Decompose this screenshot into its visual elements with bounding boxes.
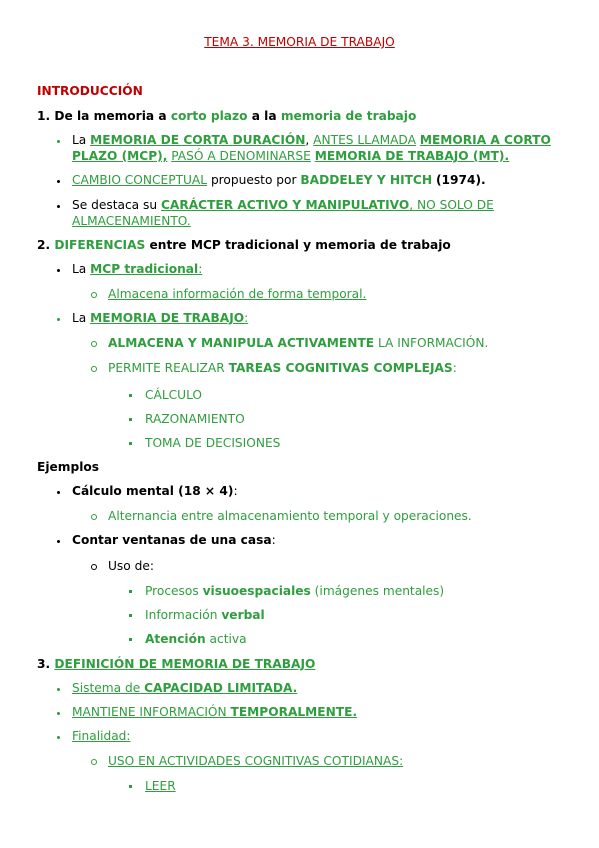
section-number: 3. — [37, 657, 51, 671]
text: MANTIENE INFORMACIÓN — [72, 705, 227, 719]
highlight: CAPACIDAD LIMITADA. — [144, 681, 298, 695]
section-1-heading — [37, 109, 416, 124]
highlight: ALMACENAMIENTO. — [72, 214, 191, 228]
heading-text: entre MCP tradicional y memoria de trabajo — [149, 238, 451, 252]
bullet-icon — [57, 688, 60, 691]
text: Procesos — [145, 584, 199, 598]
heading-highlight: DIFERENCIAS — [54, 238, 146, 252]
task-item: TOMA DE DECISIONES — [145, 436, 281, 450]
section-number: 2. — [37, 238, 51, 252]
text: Sistema de — [72, 681, 141, 695]
square-bullet-icon — [129, 418, 132, 421]
square-bullet-icon — [129, 785, 132, 788]
square-bullet-icon — [129, 590, 132, 593]
task-item: CÁLCULO — [145, 388, 203, 402]
highlight: BADDELEY Y HITCH — [300, 173, 433, 187]
highlight: : — [198, 262, 203, 276]
list-item-continuation — [72, 214, 191, 229]
highlight: MEMORIA A CORTO — [419, 133, 551, 147]
text: : — [233, 484, 238, 498]
highlight: LA INFORMACIÓN. — [377, 336, 489, 350]
list-item — [72, 681, 297, 696]
list-item — [72, 533, 276, 548]
highlight: , NO SOLO DE — [409, 198, 494, 212]
heading-highlight: memoria de trabajo — [280, 109, 417, 123]
highlight: CAMBIO CONCEPTUAL — [72, 173, 208, 187]
list-item — [72, 311, 248, 326]
text: Contar ventanas de una casa — [72, 533, 272, 547]
square-bullet-icon — [129, 442, 132, 445]
circle-bullet-icon — [91, 366, 97, 372]
text: (imágenes mentales) — [314, 584, 445, 598]
sub-sub-list-item — [145, 584, 444, 599]
circle-bullet-icon — [91, 514, 97, 520]
highlight: MEMORIA DE CORTA DURACIÓN — [90, 133, 306, 147]
bullet-icon — [57, 318, 60, 321]
list-item — [72, 133, 551, 148]
text: Cálculo mental (18 × 4) — [72, 484, 234, 498]
task-item: RAZONAMIENTO — [145, 412, 245, 426]
heading-text: a la — [251, 109, 277, 123]
sub-sub-list-item — [145, 632, 247, 647]
highlight: TEMPORALMENTE. — [230, 705, 358, 719]
text: : — [271, 533, 276, 547]
heading-text: De la memoria a — [54, 109, 167, 123]
section-3-heading — [37, 657, 315, 672]
highlight: : — [244, 311, 249, 325]
text: (1974). — [435, 173, 486, 187]
document-title: TEMA 3. MEMORIA DE TRABAJO — [204, 35, 395, 49]
highlight: : — [452, 361, 457, 375]
text: activa — [209, 632, 247, 646]
highlight: PASÓ A DENOMINARSE — [171, 149, 311, 163]
sub-list-item: USO EN ACTIVIDADES COGNITIVAS COTIDIANAS: — [108, 754, 404, 768]
bullet-icon — [57, 205, 60, 208]
bullet-icon — [57, 491, 60, 494]
highlight: PERMITE REALIZAR — [108, 361, 225, 375]
circle-bullet-icon — [91, 341, 97, 347]
list-item — [72, 705, 357, 720]
list-item — [72, 262, 202, 277]
list-item — [72, 729, 131, 744]
text: Información — [145, 608, 218, 622]
square-bullet-icon — [129, 638, 132, 641]
highlight: MEMORIA DE TRABAJO — [90, 311, 245, 325]
list-item — [72, 173, 486, 188]
sub-list-item: Almacena información de forma temporal. — [108, 287, 367, 301]
text: Se destaca su — [72, 198, 158, 212]
list-item — [72, 198, 494, 213]
highlight: TAREAS COGNITIVAS COMPLEJAS — [228, 361, 453, 375]
bullet-icon — [57, 540, 60, 543]
sub-list-item: Alternancia entre almacenamiento temporal y operaciones. — [108, 509, 472, 523]
bullet-icon — [57, 269, 60, 272]
section-2-heading — [37, 238, 451, 253]
highlight: ALMACENA Y MANIPULA ACTIVAMENTE — [108, 336, 375, 350]
square-bullet-icon — [129, 394, 132, 397]
bullet-icon — [57, 712, 60, 715]
list-item — [72, 484, 238, 499]
heading-highlight: corto plazo — [170, 109, 248, 123]
bullet-icon — [57, 140, 60, 143]
text: Finalidad: — [72, 729, 131, 743]
ejemplos-heading: Ejemplos — [37, 460, 99, 474]
section-heading-introduccion: INTRODUCCIÓN — [37, 84, 143, 98]
highlight: PLAZO (MCP), — [72, 149, 168, 163]
sub-sub-list-item — [145, 608, 265, 623]
highlight: Atención — [145, 632, 206, 646]
text: La — [72, 262, 87, 276]
text: La — [72, 133, 87, 147]
circle-bullet-icon — [91, 564, 97, 570]
highlight: visuoespaciales — [202, 584, 311, 598]
circle-bullet-icon — [91, 759, 97, 765]
sub-list-item: Uso de: — [108, 559, 154, 573]
circle-bullet-icon — [91, 292, 97, 298]
sub-list-item — [108, 336, 488, 351]
highlight: MEMORIA DE TRABAJO (MT). — [314, 149, 510, 163]
sub-list-item — [108, 361, 457, 376]
text: propuesto por — [210, 173, 297, 187]
square-bullet-icon — [129, 614, 132, 617]
bullet-icon — [57, 736, 60, 739]
highlight: CARÁCTER ACTIVO Y MANIPULATIVO — [160, 198, 410, 212]
section-number: 1. — [37, 109, 51, 123]
highlight: verbal — [221, 608, 265, 622]
text: , — [305, 133, 310, 147]
highlight: MCP tradicional — [90, 262, 199, 276]
highlight: ANTES LLAMADA — [313, 133, 416, 147]
heading-highlight: DEFINICIÓN DE MEMORIA DE TRABAJO — [54, 657, 316, 671]
bullet-icon — [57, 180, 60, 183]
sub-sub-list-item: LEER — [145, 779, 176, 793]
list-item-continuation — [72, 149, 509, 164]
text: La — [72, 311, 87, 325]
